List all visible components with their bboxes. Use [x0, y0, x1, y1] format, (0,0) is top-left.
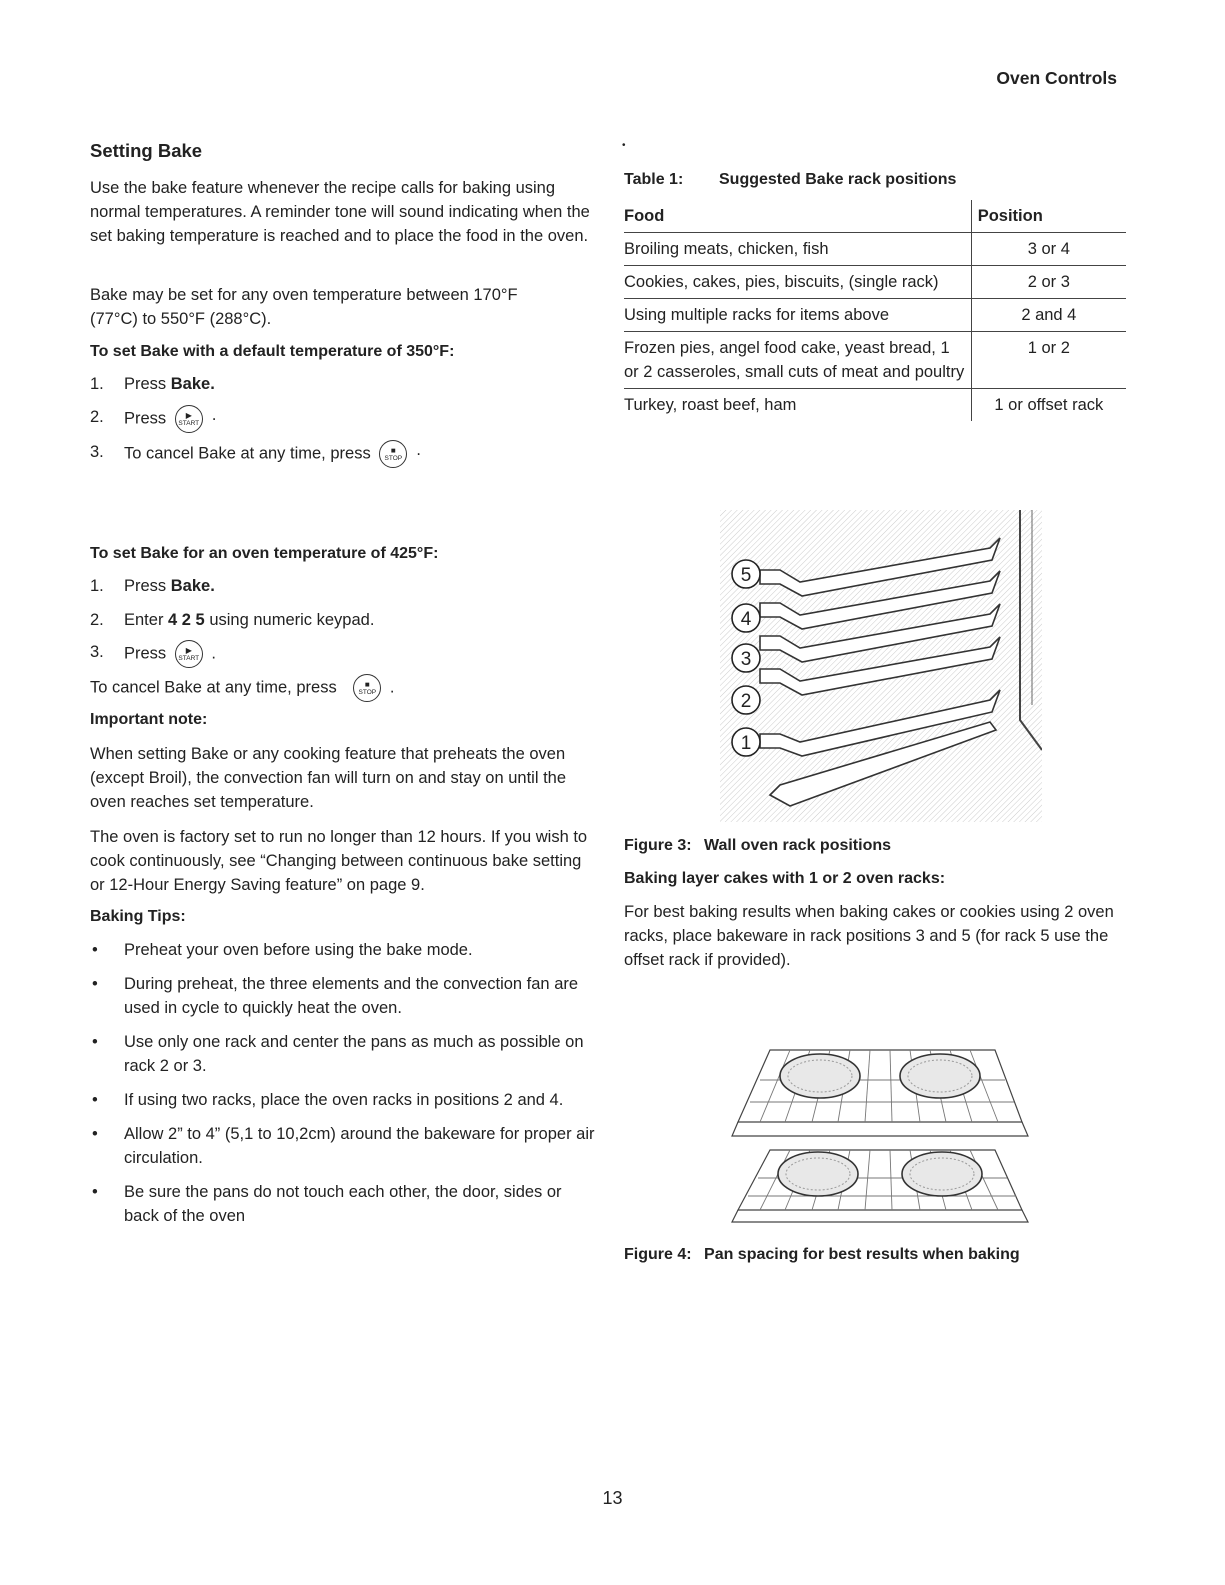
figure-caption-text: Pan spacing for best results when baking — [704, 1246, 1020, 1263]
list-item: • During preheat, the three elements and the convection fan are used in cycle to quickly heat the oven. — [92, 975, 579, 1017]
step-number: 1. — [90, 577, 104, 595]
figure-caption-text: Wall oven rack positions — [704, 837, 892, 854]
section-title: Oven Controls — [996, 68, 1117, 88]
step-text: Press — [124, 409, 167, 428]
table-row: Broiling meats, chicken, fish 3 or 4 — [624, 233, 1126, 266]
step-text: Press — [124, 577, 171, 595]
rack-number: 4 — [740, 609, 752, 630]
table-label: Table 1: — [624, 171, 684, 188]
step-number: 1. — [90, 375, 104, 393]
layer-cakes-heading: Baking layer cakes with 1 or 2 oven racks: — [624, 870, 946, 887]
list-item: • Allow 2” to 4” (5,1 to 10,2cm) around the bakeware for proper air circulation. — [92, 1125, 595, 1167]
table-row: Using multiple racks for items above 2 and 4 — [624, 299, 1126, 332]
stop-key-icon: ■ STOP — [353, 674, 381, 702]
cancel-line: To cancel Bake at any time, press ■ STOP . — [90, 674, 394, 702]
rack-number: 5 — [740, 565, 752, 586]
setting-bake-heading: Setting Bake — [90, 140, 203, 161]
layer-cakes-paragraph: For best baking results when baking cakes or cookies using 2 oven racks, place bakeware in rack positions 3 and 5 (for rack 5 use the offset rack if provided). — [624, 903, 1114, 969]
step-text: Press — [124, 375, 171, 393]
list-item: • Be sure the pans do not touch each other, the door, sides or back of the oven — [92, 1183, 562, 1225]
rack-number: 3 — [740, 649, 752, 670]
step-number: 3. — [90, 643, 104, 661]
stop-key-icon: ■ STOP — [379, 440, 407, 468]
keypad-digits: 4 2 5 — [168, 611, 205, 629]
bake-key-label: Bake. — [170, 577, 215, 595]
list-item: • If using two racks, place the oven racks in positions 2 and 4. — [92, 1091, 564, 1109]
rack-number: 1 — [740, 733, 752, 754]
list-item: • Use only one rack and center the pans as much as possible on rack 2 or 3. — [92, 1033, 584, 1075]
important-heading: Important note: — [90, 711, 208, 728]
figure-4-caption — [624, 1243, 1020, 1267]
table-row: Turkey, roast beef, ham 1 or offset rack — [624, 389, 1126, 422]
table-title: Suggested Bake rack positions — [719, 171, 957, 188]
figure-label: Figure 3: — [624, 837, 692, 854]
stray-dot: • — [622, 140, 626, 151]
factory-paragraph: The oven is factory set to run no longer than 12 hours. If you wish to cook continuously, see “Changing between continuous bake setting or 12-Hour Energy Saving feature” on page 9. — [90, 828, 588, 894]
rack-positions-table — [624, 200, 1126, 421]
table-row: Frozen pies, angel food cake, yeast bread, 1 or 2 casseroles, small cuts of meat and poultry 1 or 2 — [624, 332, 1126, 389]
table-row: Cookies, cakes, pies, biscuits, (single rack) 2 or 3 — [624, 266, 1126, 299]
step-number: 3. — [90, 443, 104, 461]
bake-key-label: Bake. — [170, 375, 215, 393]
step-number: 2. — [90, 408, 104, 426]
important-paragraph: When setting Bake or any cooking feature that preheats the oven (except Broil), the convection fan will turn on and stay on until the oven reaches set temperature. — [90, 745, 567, 811]
range-paragraph: Bake may be set for any oven temperature between 170°F (77°C) to 550°F (288°C). — [90, 286, 518, 328]
start-key-icon: ▶ START — [175, 405, 203, 433]
table-header-position: Position — [971, 200, 1126, 233]
rack-number: 2 — [740, 691, 752, 712]
baking-tips-heading: Baking Tips: — [90, 908, 186, 925]
table-header-food: Food — [624, 207, 665, 225]
figure-3-caption — [624, 834, 891, 858]
step-number: 2. — [90, 611, 104, 629]
page-number: 13 — [602, 1488, 623, 1508]
default-bake-heading: To set Bake with a default temperature of 350°F: — [90, 343, 455, 360]
step-text: To cancel Bake at any time, press — [124, 444, 371, 463]
custom-bake-heading: To set Bake for an oven temperature of 425°F: — [90, 545, 439, 562]
pan-spacing-figure — [730, 1040, 1030, 1225]
list-item: • Preheat your oven before using the bake mode. — [92, 941, 473, 959]
intro-paragraph: Use the bake feature whenever the recipe calls for baking using normal temperatures. A reminder tone will sound indicating when the set baking temperature is reached and to place the food in the oven. — [90, 179, 590, 245]
oven-rack-positions-figure — [720, 510, 1042, 822]
start-key-icon: ▶ START — [175, 640, 203, 668]
table-caption — [624, 168, 957, 192]
step-text: Press — [124, 644, 167, 663]
figure-label: Figure 4: — [624, 1246, 692, 1263]
baking-tips-list — [90, 938, 595, 1238]
